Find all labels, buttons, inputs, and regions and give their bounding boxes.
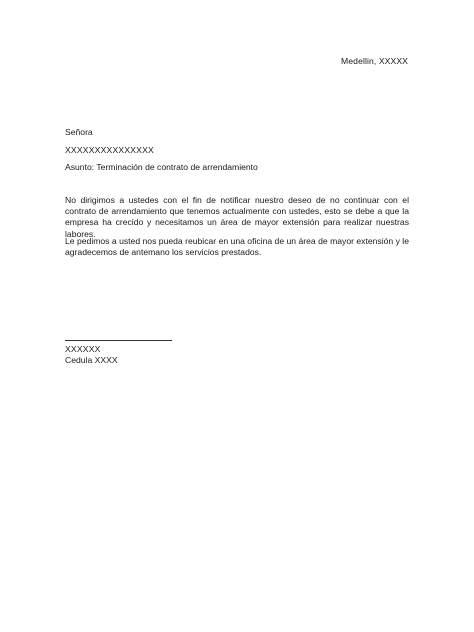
salutation: Señora xyxy=(65,127,93,137)
date-line: Medellin, XXXXX xyxy=(341,56,408,66)
subject-line: Asunto: Terminación de contrato de arrendamiento xyxy=(65,162,258,172)
signature-name: XXXXXX xyxy=(65,344,101,354)
signature-line xyxy=(65,340,172,341)
signature-id: Cedula XXXX xyxy=(65,355,118,365)
body-paragraph-2: Le pedimos a usted nos pueda reubicar en una oficina de un área de mayor extensión y le agradecemos de antemano los servicios prestados. xyxy=(65,236,409,258)
body-paragraph-1: No dirigimos a ustedes con el fin de notificar nuestro deseo de no continuar con el contrato de arrendamiento que tenemos actualmente con ustedes, esto se debe a que la empresa ha crecido y necesitamos un área de mayor extensión para realizar nuestras labores. xyxy=(65,195,409,239)
recipient-name: XXXXXXXXXXXXXXX xyxy=(65,145,154,155)
